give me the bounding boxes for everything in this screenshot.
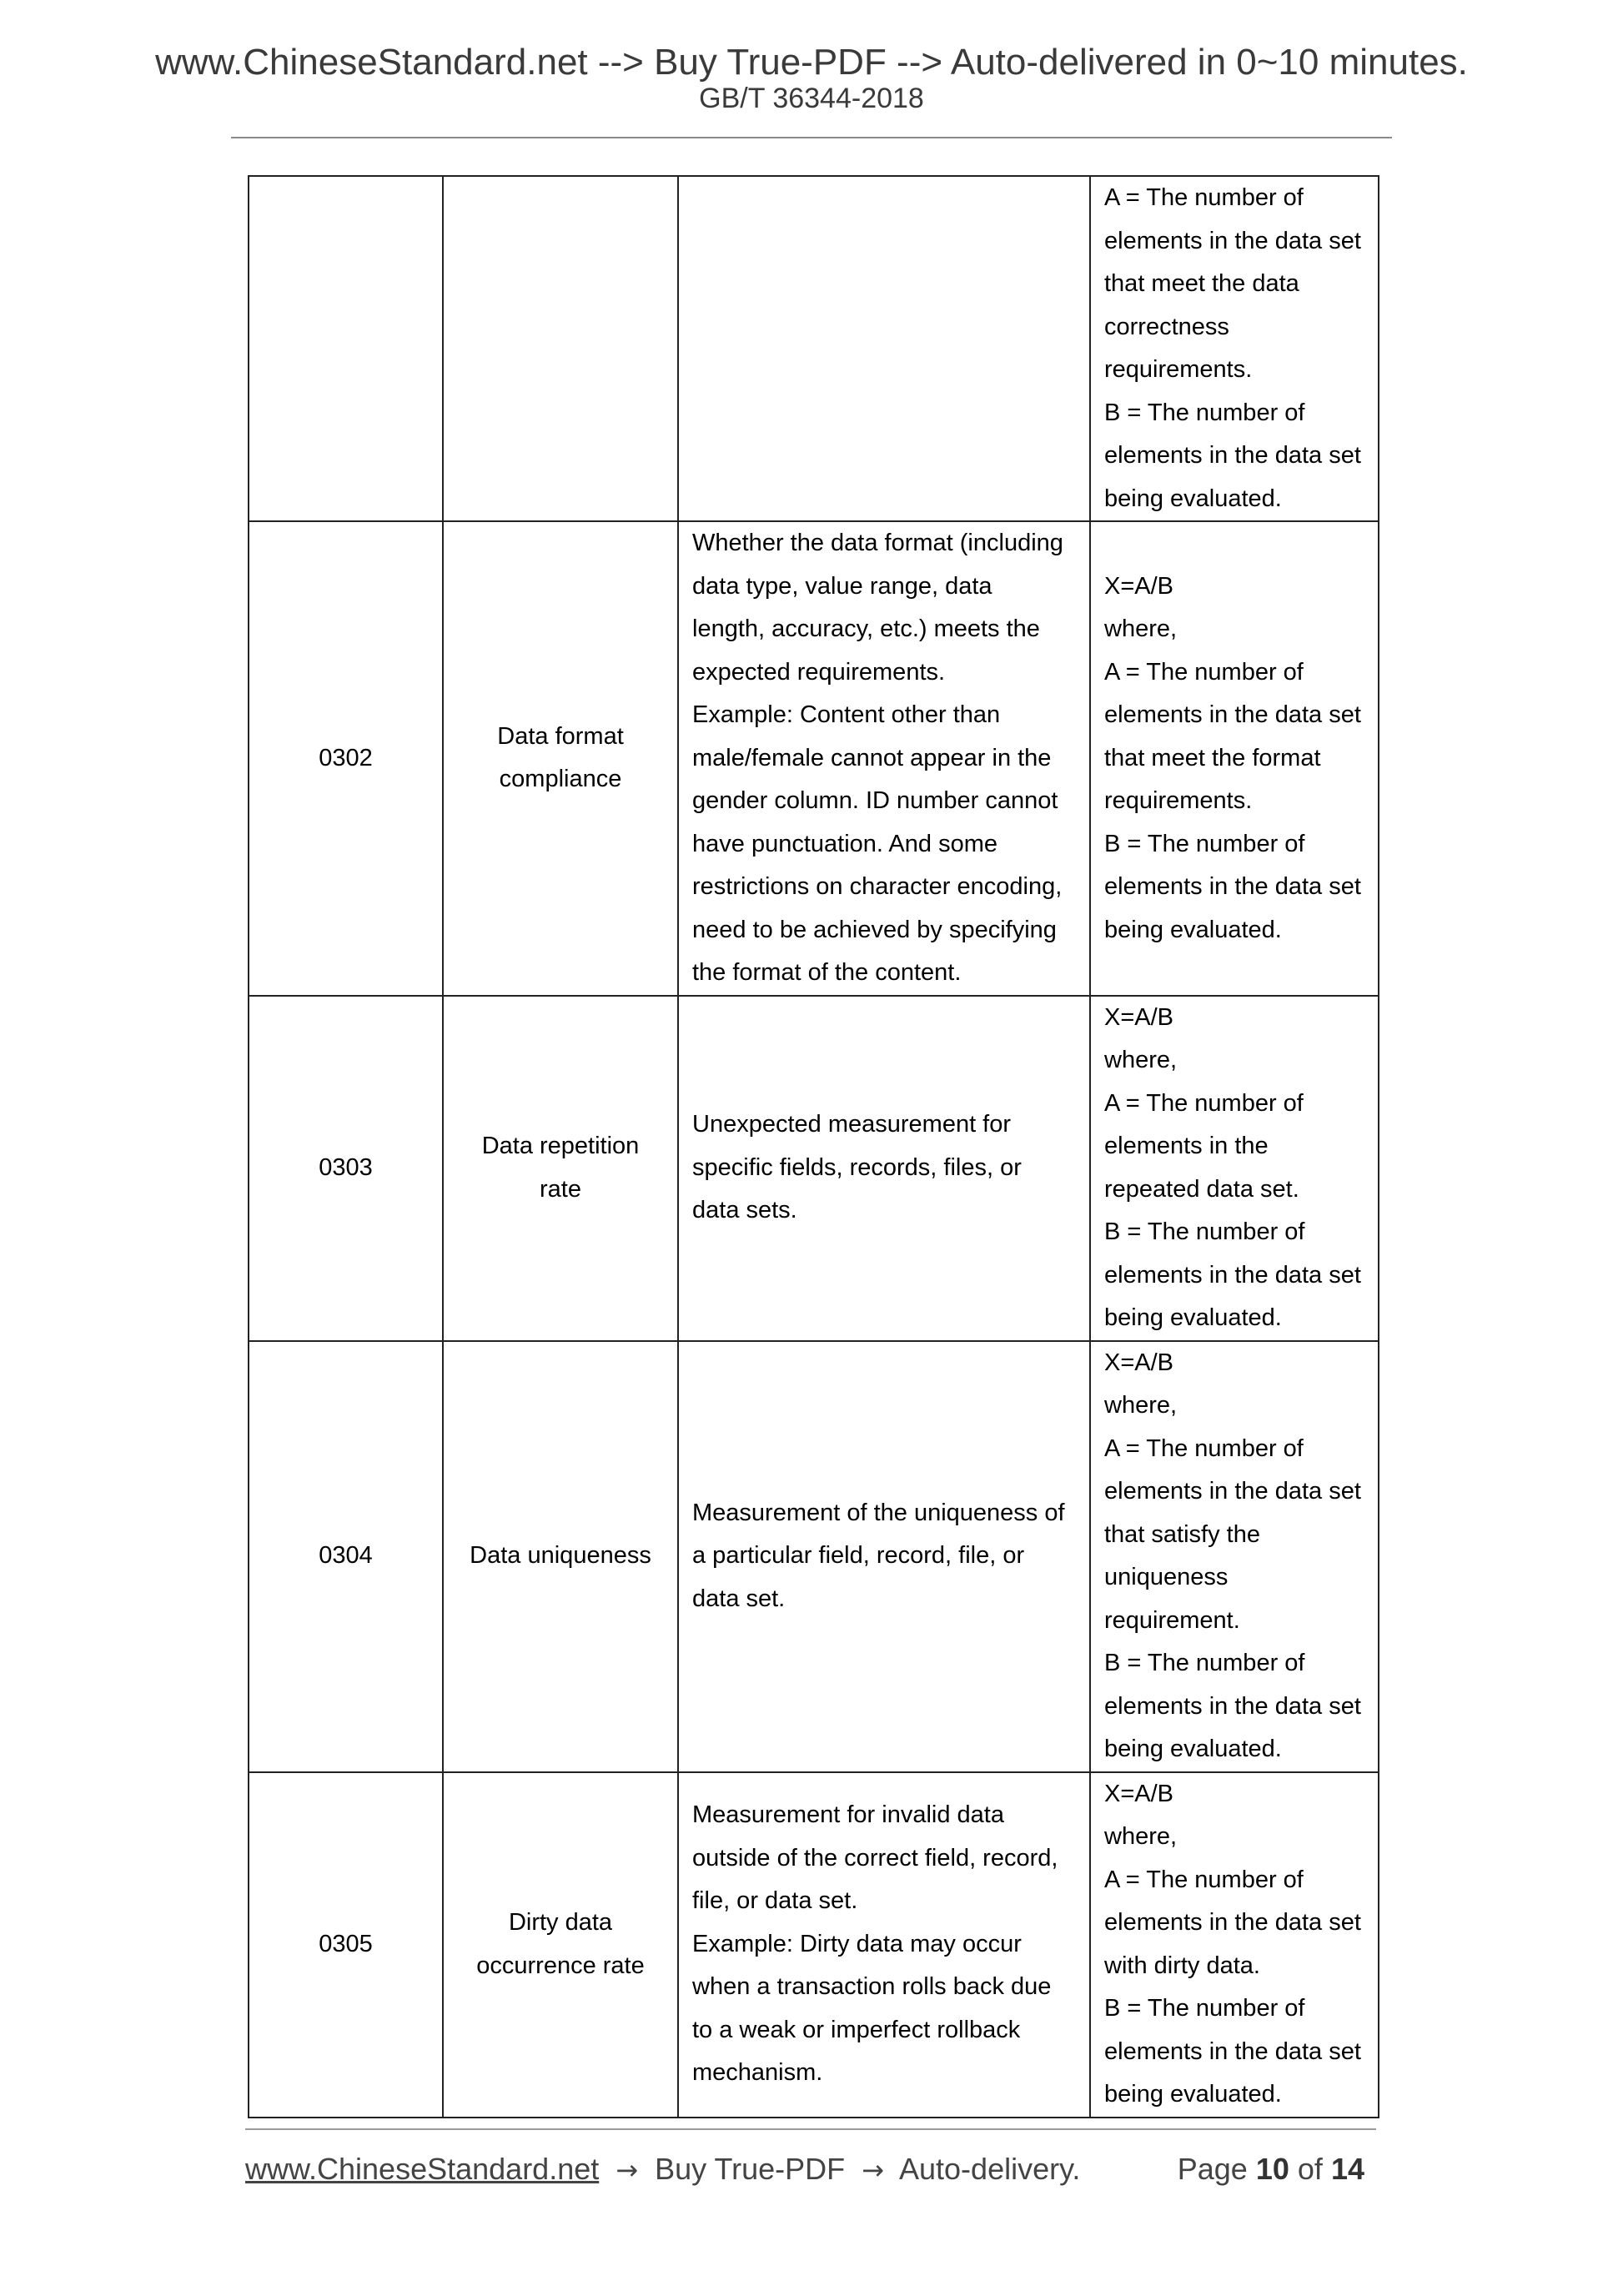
metric-formula-line: elements in the data set bbox=[1104, 1261, 1361, 1289]
metric-description-line: Example: Dirty data may occur bbox=[692, 1930, 1022, 1957]
metric-description-line: outside of the correct field, record, bbox=[692, 1844, 1058, 1871]
metric-formula-line: elements in the data set bbox=[1104, 873, 1361, 900]
metric-description-cell bbox=[678, 1341, 1090, 1772]
metric-formula-line: A = The number of bbox=[1104, 184, 1304, 211]
quality-metrics-table bbox=[248, 175, 1379, 2118]
metric-code: 0304 bbox=[319, 1542, 373, 1570]
metric-formula-cell bbox=[1090, 1341, 1379, 1772]
metric-code: 0302 bbox=[319, 744, 373, 771]
metric-description-line: mechanism. bbox=[692, 2059, 823, 2087]
metric-description-line: length, accuracy, etc.) meets the bbox=[692, 615, 1040, 642]
metric-formula-line: being evaluated. bbox=[1104, 1736, 1282, 1762]
metric-description-cell bbox=[678, 521, 1090, 996]
metric-formula-cell bbox=[1090, 521, 1379, 996]
metric-description-cell bbox=[678, 996, 1090, 1341]
metric-formula-line: uniqueness bbox=[1104, 1564, 1229, 1590]
page-footer bbox=[245, 2148, 1376, 2190]
metric-name-line: rate bbox=[540, 1175, 581, 1203]
metric-description-line: restrictions on character encoding, bbox=[692, 873, 1063, 900]
metric-formula-line: elements in the data set bbox=[1104, 2037, 1361, 2065]
metric-name-cell bbox=[443, 521, 678, 996]
footer-links bbox=[245, 2148, 1080, 2191]
metric-name-line: Data uniqueness bbox=[470, 1542, 651, 1570]
metric-name-line: occurrence rate bbox=[476, 1952, 645, 1979]
metric-formula-line: requirement. bbox=[1104, 1606, 1240, 1634]
metric-formula-cell bbox=[1090, 1772, 1379, 2118]
table-row bbox=[249, 176, 1379, 521]
metric-name-cell bbox=[443, 1772, 678, 2118]
arrow-right-icon: → bbox=[862, 2154, 884, 2186]
metric-code: 0305 bbox=[319, 1930, 373, 1957]
metric-code: 0303 bbox=[319, 1153, 373, 1181]
metric-description-line: data type, value range, data bbox=[692, 572, 992, 600]
metric-description-line: the format of the content. bbox=[692, 959, 962, 986]
metric-formula-line: being evaluated. bbox=[1104, 916, 1282, 943]
metric-formula-line: repeated data set. bbox=[1104, 1175, 1299, 1203]
metric-formula-line: B = The number of bbox=[1104, 1218, 1305, 1245]
metric-description-line: file, or data set. bbox=[692, 1887, 858, 1915]
metric-description-line: Measurement for invalid data bbox=[692, 1801, 1004, 1829]
metric-formula-line: where, bbox=[1104, 1823, 1178, 1850]
metric-name-line: Dirty data bbox=[508, 1909, 613, 1936]
table-row bbox=[249, 1341, 1379, 1772]
metric-formula-line: elements in the data set bbox=[1104, 1478, 1361, 1505]
metric-formula-line: A = The number of bbox=[1104, 1866, 1304, 1893]
metric-formula-line: being evaluated. bbox=[1104, 2081, 1282, 2108]
metric-description-line: data set. bbox=[692, 1585, 786, 1612]
page-current: 10 bbox=[1255, 2152, 1289, 2186]
metric-formula-line: A = The number of bbox=[1104, 658, 1304, 686]
metric-formula-line: where, bbox=[1104, 1047, 1178, 1073]
metric-name-cell bbox=[443, 996, 678, 1341]
metric-description-line: Measurement of the uniqueness of bbox=[692, 1499, 1065, 1526]
metric-name-line: compliance bbox=[499, 766, 622, 793]
metric-description-line: to a weak or imperfect rollback bbox=[692, 2016, 1021, 2043]
metric-description-line: gender column. ID number cannot bbox=[692, 787, 1058, 814]
metric-description-cell bbox=[678, 1772, 1090, 2118]
metric-formula-line: correctness bbox=[1104, 313, 1229, 340]
site-banner[interactable]: www.ChineseStandard.net --> Buy True-PDF --> Auto-delivered in 0~10 minutes. bbox=[155, 42, 1468, 83]
page-total: 14 bbox=[1330, 2152, 1364, 2186]
metric-formula-line: requirements. bbox=[1104, 787, 1253, 814]
page-of-word: of bbox=[1297, 2152, 1323, 2186]
table-row bbox=[249, 1772, 1379, 2118]
metric-description-line: need to be achieved by specifying bbox=[692, 916, 1057, 943]
metric-name-cell bbox=[443, 1341, 678, 1772]
metric-name-line: Data repetition bbox=[481, 1133, 640, 1159]
metric-formula-line: elements in the data set bbox=[1104, 227, 1361, 254]
metric-description-line: data sets. bbox=[692, 1197, 797, 1224]
metric-formula-line: that satisfy the bbox=[1104, 1520, 1260, 1548]
arrow-right-icon: → bbox=[616, 2154, 639, 2186]
metric-description-cell bbox=[678, 176, 1090, 521]
metric-description-line: male/female cannot appear in the bbox=[692, 744, 1052, 771]
metric-description-line: expected requirements. bbox=[692, 658, 946, 686]
metric-formula-line: elements in the data set bbox=[1104, 442, 1361, 469]
metric-name-line: Data format bbox=[497, 722, 624, 750]
metric-description-line: Example: Content other than bbox=[692, 701, 1001, 728]
metric-description-line: Whether the data format (including bbox=[692, 530, 1063, 556]
metric-formula-line: requirements. bbox=[1104, 356, 1253, 383]
metric-code-cell bbox=[249, 1341, 443, 1772]
header-divider bbox=[231, 137, 1392, 138]
page-word: Page bbox=[1177, 2152, 1248, 2186]
footer-divider bbox=[245, 2128, 1376, 2130]
metric-formula-cell bbox=[1090, 996, 1379, 1341]
metric-code-cell bbox=[249, 176, 443, 521]
metric-name-cell bbox=[443, 176, 678, 521]
auto-delivery-label: Auto-delivery. bbox=[899, 2152, 1081, 2186]
metric-code-cell bbox=[249, 996, 443, 1341]
metric-description-line: Unexpected measurement for bbox=[692, 1111, 1012, 1138]
metric-formula-line: with dirty data. bbox=[1104, 1952, 1260, 1979]
page-indicator bbox=[1178, 2148, 1364, 2190]
metric-description-line: a particular field, record, file, or bbox=[692, 1542, 1025, 1570]
metric-formula-line: X=A/B bbox=[1104, 1003, 1174, 1031]
metric-formula-line: elements in the data set bbox=[1104, 701, 1361, 728]
metric-formula-line: A = The number of bbox=[1104, 1434, 1304, 1462]
metric-formula-line: elements in the data set bbox=[1104, 1692, 1361, 1720]
metric-description-line: specific fields, records, files, or bbox=[692, 1153, 1022, 1181]
metric-formula-cell bbox=[1090, 176, 1379, 521]
metric-formula-line: being evaluated. bbox=[1104, 485, 1282, 512]
standard-code: GB/T 36344-2018 bbox=[699, 83, 924, 114]
metric-formula-line: elements in the bbox=[1104, 1133, 1269, 1159]
metric-formula-line: that meet the format bbox=[1104, 744, 1321, 771]
metric-code-cell bbox=[249, 521, 443, 996]
buy-true-pdf-link[interactable]: Buy True-PDF bbox=[655, 2152, 846, 2186]
metric-formula-line: B = The number of bbox=[1104, 1650, 1305, 1676]
metric-formula-line: B = The number of bbox=[1104, 1995, 1305, 2022]
metric-formula-line: X=A/B bbox=[1104, 572, 1174, 600]
metric-description-line: have punctuation. And some bbox=[692, 830, 997, 857]
metric-formula-line: A = The number of bbox=[1104, 1089, 1304, 1117]
metric-formula-line: B = The number of bbox=[1104, 399, 1305, 426]
metric-formula-line: where, bbox=[1104, 615, 1178, 642]
metric-description-line: when a transaction rolls back due bbox=[692, 1973, 1052, 2001]
metric-code-cell bbox=[249, 1772, 443, 2118]
metric-formula-line: being evaluated. bbox=[1104, 1304, 1282, 1331]
metric-formula-line: elements in the data set bbox=[1104, 1909, 1361, 1936]
metric-formula-line: where, bbox=[1104, 1392, 1178, 1419]
site-link[interactable]: www.ChineseStandard.net bbox=[245, 2152, 600, 2186]
metric-formula-line: X=A/B bbox=[1104, 1349, 1174, 1376]
table-row bbox=[249, 521, 1379, 996]
metric-formula-line: B = The number of bbox=[1104, 830, 1305, 857]
metric-formula-line: X=A/B bbox=[1104, 1780, 1174, 1807]
table-row bbox=[249, 996, 1379, 1341]
metric-formula-line: that meet the data bbox=[1104, 270, 1299, 297]
